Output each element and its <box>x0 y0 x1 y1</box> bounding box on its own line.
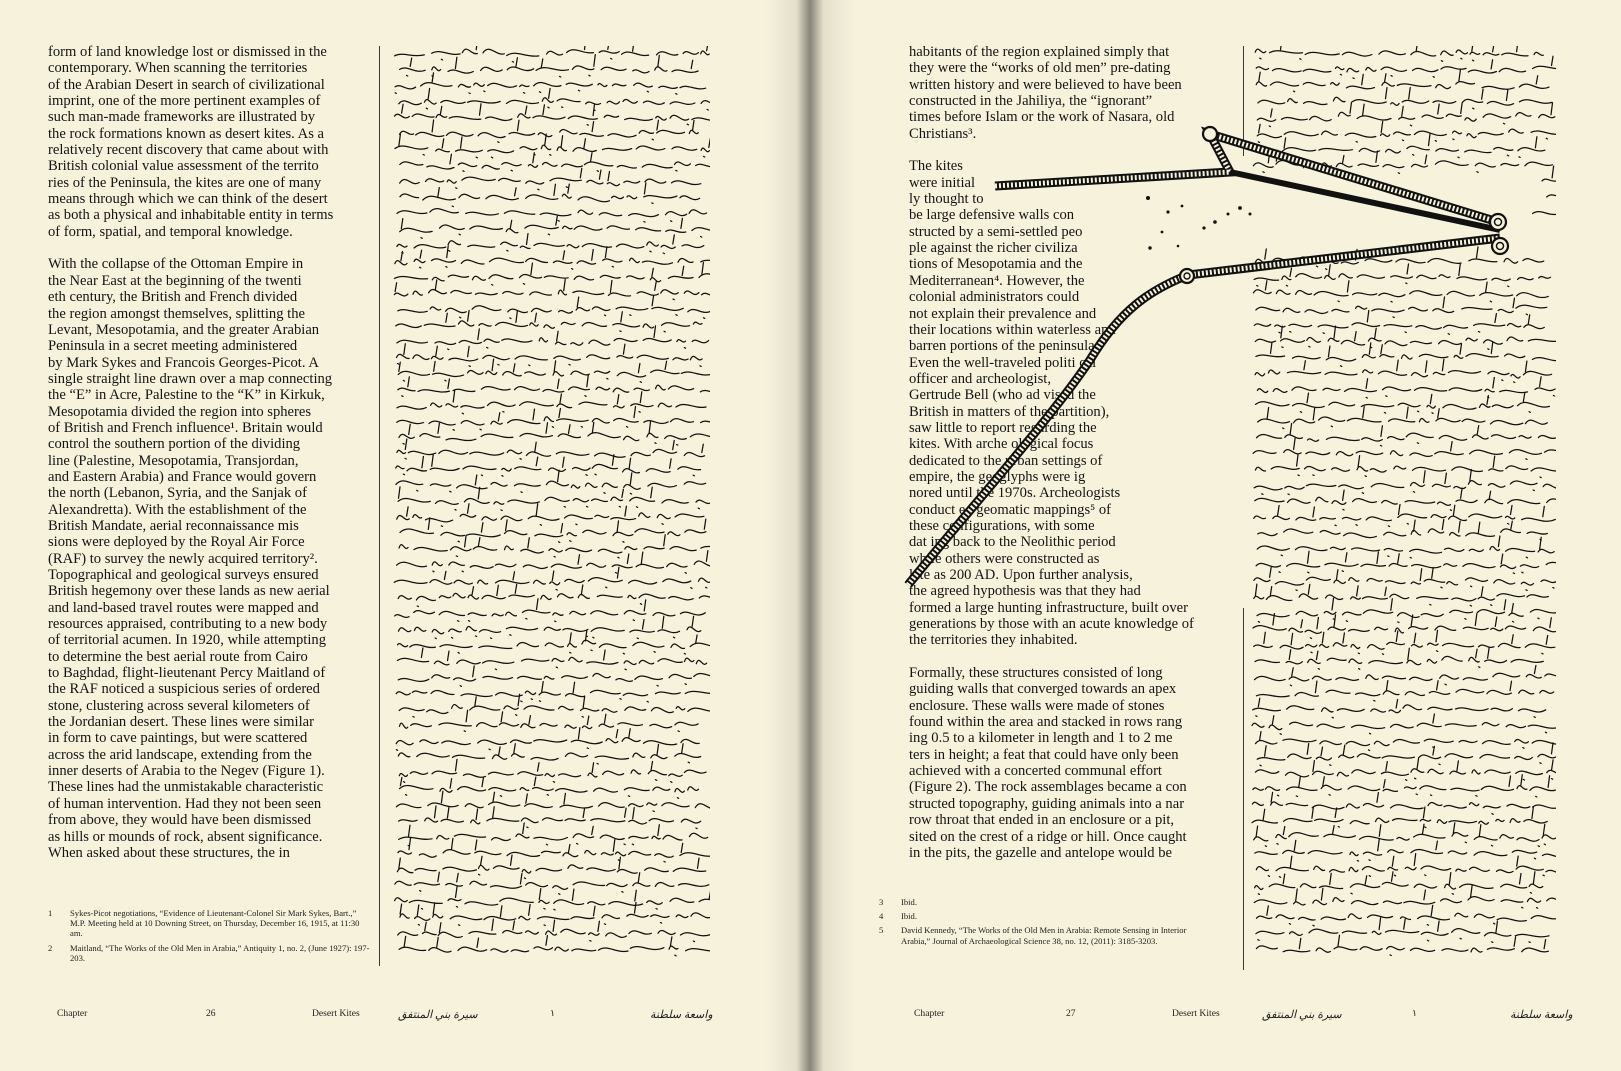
right-paragraph-2: The kites were initial ly thought to be large defensive walls con structed by a semi-settled peo ple against the richer civiliza tions of Mesopotamia and the Mediterranean⁴. However, the colonial administrators could not explain their prevalence and their locations within waterless and barren portions of the peninsula. Even the well-traveled politi cal officer and archeologist, Gertrude Bell (who ad vised the British in matters of the partition), saw little to report regarding the kites. With arche ological focus dedicated to the urban settings of empire, the geoglyphs were ig nored until the 1970s. Archeologists conduct ed geomatic mappings⁵ of these configurations, with some dat ing back to the Neolithic period while others were constructed as late as 200 AD. Upon further analysis, the agreed hypothesis was that they had formed a large hunting infrastructure, built over generations by those with an acute knowledge of the territories they inhabited. <box>909 158 1194 649</box>
kite-enclosure <box>1492 238 1508 254</box>
right-footnotes <box>879 897 1209 950</box>
footer-title: Desert Kites <box>1172 1008 1220 1019</box>
footer-page-number: 27 <box>1066 1008 1076 1019</box>
kite-enclosure <box>1180 269 1194 283</box>
footnote-2: 2 Maitland, “The Works of the Old Men in Arabia,” Antiquity 1, no. 2, (June 1927): 197-203. <box>48 942 370 963</box>
left-page <box>0 0 800 1071</box>
arabic-calligraphy-column-left <box>392 46 710 970</box>
footer-page-number: 26 <box>206 1008 216 1019</box>
left-column-rule <box>379 46 380 966</box>
footer-chapter: Chapter <box>914 1008 945 1019</box>
kite-guiding-wall-long <box>908 238 1500 585</box>
footnote-1: 1 Sykes-Picot negotiations, “Evidence of Lieutenant-Colonel Sir Mark Sykes, Bart.,” M.P. Meeting held at 10 Downing Street, on Thursday, December 16, 1915, at 11:30 am. <box>48 908 360 939</box>
footer-arabic-numeral: ١ <box>1412 1008 1418 1019</box>
footer-chapter: Chapter <box>57 1008 88 1019</box>
footer-arabic-mark-2: واسعة سلطنة <box>650 1009 713 1021</box>
kite-enclosure <box>1203 127 1217 141</box>
footer-arabic-numeral: ١ <box>550 1008 556 1019</box>
left-paragraph-1: form of land knowledge lost or dismissed in the contemporary. When scanning the territories of the Arabian Desert in search of civilizational imprint, one of the more pertinent examples of such man-made frameworks are illustrated by the rock formations known as desert kites. As a relatively recent discovery that came about with British colonial value assessment of the territo ries of the Peninsula, the kites are one of many means through which we can think of the desert as both a physical and inhabitable entity in terms of form, spatial, and temporal knowledge. <box>48 44 334 240</box>
footnote-5: 5 David Kennedy, “The Works of the Old Men in Arabia: Remote Sensing in Interior Arabia,” Journal of Archaeological Science 38, no. 12, (2011): 3185-3203. <box>879 925 1187 946</box>
scattered-stones <box>1146 196 1252 250</box>
footnote-4: 4 Ibid. <box>879 911 917 922</box>
footer-title: Desert Kites <box>312 1008 360 1019</box>
footer-arabic-mark-2: واسعة سلطنة <box>1510 1009 1573 1021</box>
footnote-3: 3 Ibid. <box>879 897 917 907</box>
left-body-text <box>48 44 373 878</box>
right-paragraph-3: Formally, these structures consisted of long guiding walls that converged towards an apex enclosure. These walls were made of stones found within the area and stacked in rows rang ing 0.5 to a kilometer in length and 1 to 2 me ters in height; a feat that could have only been achieved with a concerted communal effort (Figure 2). The rock assemblages became a con structed topography, guiding animals into a nar row throat that ended in an enclosure or a pit, sited on the crest of a ridge or hill. Once caught in the pits, the gazelle and antelope would be <box>909 665 1187 861</box>
book-gutter-shadow <box>765 0 855 1071</box>
right-page <box>810 0 1621 1071</box>
right-paragraph-1: habitants of the region explained simply that they were the “works of old men” pre-dating written history and were believed to have been constructed in the Jahiliya, the “ignorant” times before Islam or the work of Nasara, old Christians³. <box>909 44 1182 142</box>
calligraphy-strokes <box>394 46 710 956</box>
kite-enclosure <box>1490 214 1506 230</box>
left-paragraph-2: With the collapse of the Ottoman Empire in the Near East at the beginning of the twenti eth century, the British and French divided the region amongst themselves, splitting the Levant, Mesopotamia, and the greater Arabian Peninsula in a secret meeting administered by Mark Sykes and Francois Georges-Picot. A single straight line drawn over a map connecting the “E” in Acre, Palestine to the “K” in Kirkuk, Mesopotamia divided the region into spheres of British and French influence¹. Britain would control the southern portion of the dividing line (Palestine, Mesopotamia, Transjordan, and Eastern Arabia) and France would govern the north (Lebanon, Syria, and the Sanjak of Alexandretta). With the establishment of the British Mandate, aerial reconnaissance mis sions were deployed by the Royal Air Force (RAF) to survey the newly acquired territory². Topographical and geological surveys ensured British hegemony over these lands as new aerial and land-based travel routes were mapped and resources appraised, contributing to a new body of territorial acumen. In 1920, while attempting to determine the best aerial route from Cairo to Baghdad, flight-lieutenant Percy Maitland of the RAF noticed a suspicious series of ordered stone, clustering across several kilometers of the Jordanian desert. These lines were similar in form to cave paintings, but were scattered across the arid landscape, extending from the inner deserts of Arabia to the Negev (Figure 1). These lines had the unmistakable characteristic of human intervention. Had they not been seen from above, they would have been dismissed as hills or mounds of rock, absent significance. When asked about these structures, the in <box>48 256 333 861</box>
footer-arabic-mark: سيرة بني المنتفق <box>398 1009 478 1021</box>
left-footnotes <box>48 908 373 967</box>
footer-arabic-mark: سيرة بني المنتفق <box>1262 1009 1342 1021</box>
